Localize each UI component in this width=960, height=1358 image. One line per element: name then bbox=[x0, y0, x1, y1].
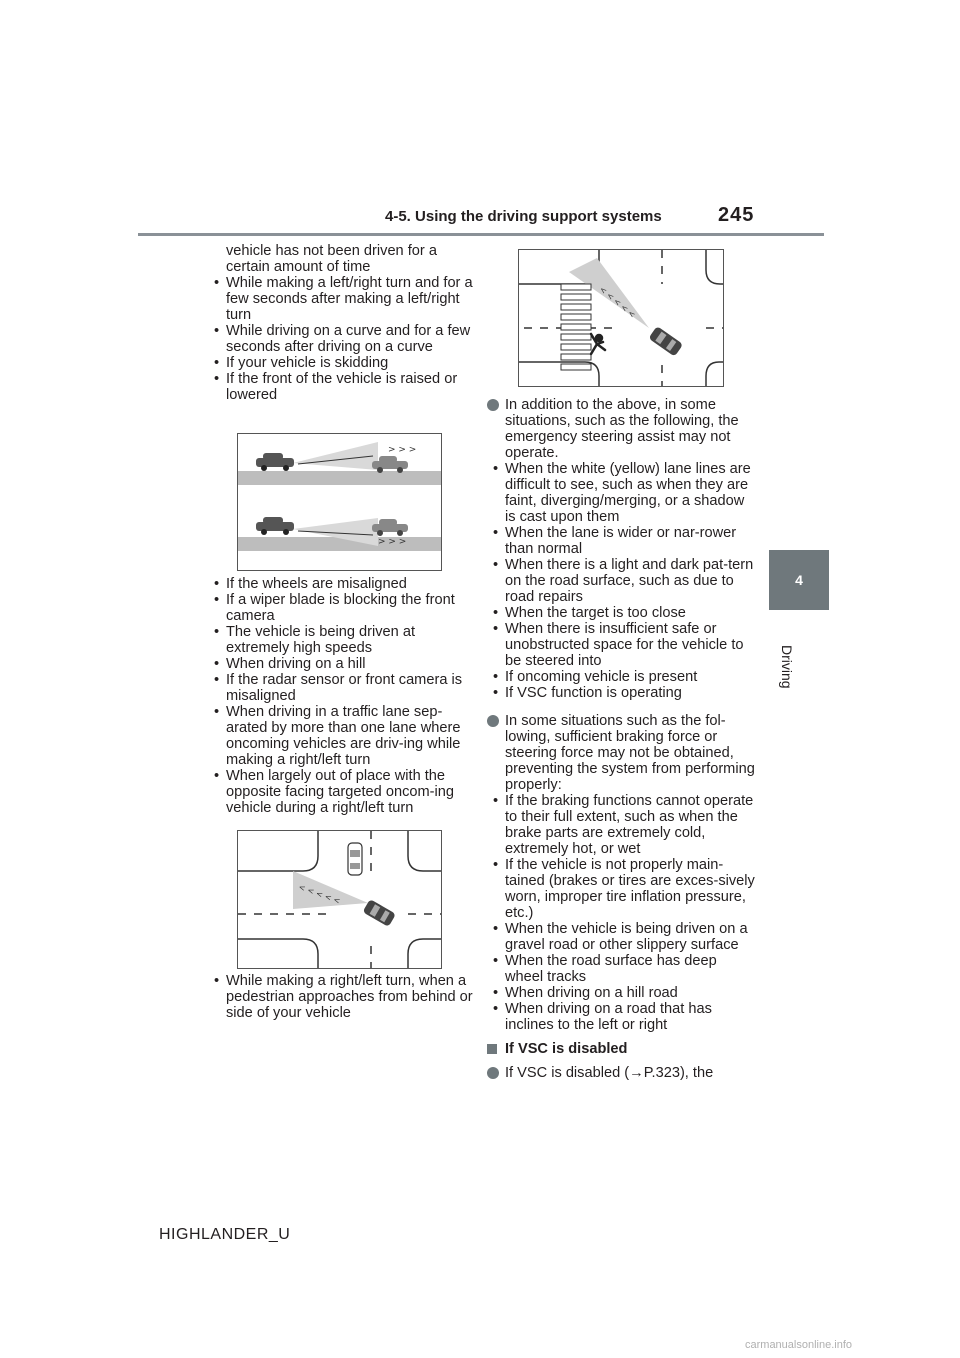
intersection-turn-diagram bbox=[238, 831, 441, 968]
list-item: • If the wheels are misaligned bbox=[208, 576, 473, 592]
header-rule bbox=[138, 233, 824, 236]
section-title: 4-5. Using the driving support systems bbox=[385, 208, 662, 225]
list-item: • If the braking functions cannot operate to their full extent, such as when the brake parts are extremely cold, extremely hot, or wet bbox=[487, 793, 755, 857]
svg-text:> > >: > > > bbox=[378, 537, 407, 547]
left-column-middle bbox=[208, 576, 473, 816]
list-item: • When the white (yellow) lane lines are difficult to see, such as when they are faint, diverging/merging, or a shadow is cast upon them bbox=[487, 461, 755, 525]
list-item: • While driving on a curve and for a few seconds after driving on a curve bbox=[208, 323, 473, 355]
heading-text: If VSC is disabled bbox=[505, 1041, 628, 1057]
left-column bbox=[208, 243, 473, 403]
paragraph-text: In addition to the above, in some situations, such as the following, the emergency steering assist may not operate. bbox=[505, 397, 739, 461]
list-item: • When the road surface has deep wheel tracks bbox=[487, 953, 755, 985]
list-item: • If oncoming vehicle is present bbox=[487, 669, 755, 685]
list-item: • When driving in a traffic lane sep-arated by more than one lane where oncoming vehicles are driv-ing while making a right/left turn bbox=[208, 704, 473, 768]
right-column bbox=[487, 393, 755, 1081]
model-code: HIGHLANDER_U bbox=[159, 1226, 291, 1243]
bullet-list-2 bbox=[487, 793, 755, 1033]
svg-text:< < < < <: < < < < < bbox=[297, 882, 342, 906]
bullet-list-a bbox=[208, 275, 473, 403]
svg-text:< < < < <: < < < < < bbox=[597, 284, 637, 320]
list-item: • If your vehicle is skidding bbox=[208, 355, 473, 371]
continued-text: vehicle has not been driven for a certain amount of time bbox=[226, 243, 437, 275]
list-item: • If the radar sensor or front camera is misaligned bbox=[208, 672, 473, 704]
list-item: • If the vehicle is not properly main-tained (brakes or tires are exces-sively worn, improper tire inflation pressure, etc.) bbox=[487, 857, 755, 921]
chapter-label: Driving bbox=[779, 645, 795, 689]
list-item: • While making a left/right turn and for a few seconds after making a left/right turn bbox=[208, 275, 473, 323]
list-item: • When the lane is wider or nar-rower than normal bbox=[487, 525, 755, 557]
bullet-circle-icon bbox=[487, 715, 499, 727]
chapter-number: 4 bbox=[795, 572, 803, 588]
list-item: • When there is a light and dark pat-tern on the road surface, such as due to road repairs bbox=[487, 557, 755, 605]
list-item: • When there is insufficient safe or unobstructed space for the vehicle to be steered into bbox=[487, 621, 755, 669]
list-item: • When the vehicle is being driven on a gravel road or other slippery surface bbox=[487, 921, 755, 953]
pedestrian-turn-diagram bbox=[519, 250, 723, 386]
list-item: • If VSC function is operating bbox=[487, 685, 755, 701]
subsection-heading bbox=[487, 1041, 755, 1057]
svg-text:> > >: > > > bbox=[388, 445, 417, 455]
illustration-intersection-turn bbox=[237, 830, 442, 969]
list-item: • If the front of the vehicle is raised or lowered bbox=[208, 371, 473, 403]
list-item: • When driving on a hill road bbox=[487, 985, 755, 1001]
bullet-list-c bbox=[208, 973, 473, 1021]
bullet-circle-icon bbox=[487, 399, 499, 411]
list-item: • When driving on a road that has inclines to the left or right bbox=[487, 1001, 755, 1033]
bullet-list-1 bbox=[487, 461, 755, 701]
list-item: • When largely out of place with the opposite facing targeted oncom-ing vehicle during a right/left turn bbox=[208, 768, 473, 816]
chapter-tab bbox=[769, 550, 829, 610]
paragraph-text: In some situations such as the fol-lowing, sufficient braking force or steering force may not be obtained, preventing the system from performing properly: bbox=[505, 713, 755, 793]
paragraph-text: If VSC is disabled (→P.323), the bbox=[505, 1065, 714, 1081]
paragraph bbox=[487, 397, 755, 461]
left-column-bottom bbox=[208, 973, 473, 1021]
bullet-circle-icon bbox=[487, 1067, 499, 1079]
list-item: • The vehicle is being driven at extremely high speeds bbox=[208, 624, 473, 656]
heading-square-icon bbox=[487, 1044, 497, 1054]
bullet-list-b bbox=[208, 576, 473, 816]
vehicle-pitch-diagram bbox=[238, 434, 441, 570]
list-item: • When the target is too close bbox=[487, 605, 755, 621]
illustration-pedestrian-turn bbox=[518, 249, 724, 387]
page-number: 245 bbox=[718, 204, 755, 226]
list-item: • While making a right/left turn, when a pedestrian approaches from behind or side of your vehicle bbox=[208, 973, 473, 1021]
watermark: carmanualsonline.info bbox=[745, 1339, 853, 1351]
illustration-vehicle-pitch bbox=[237, 433, 442, 571]
paragraph bbox=[487, 713, 755, 793]
list-item: • When driving on a hill bbox=[208, 656, 473, 672]
paragraph bbox=[487, 1065, 755, 1081]
list-item: • If a wiper blade is blocking the front camera bbox=[208, 592, 473, 624]
